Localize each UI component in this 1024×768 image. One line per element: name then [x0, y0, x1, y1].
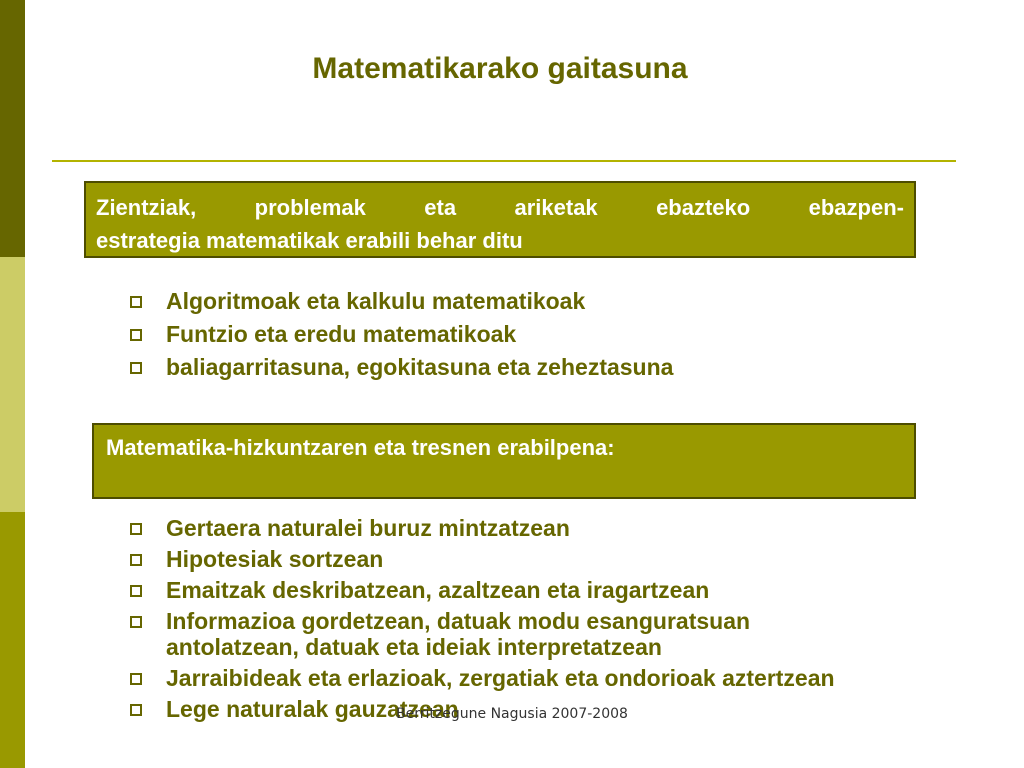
definition-word: ariketak	[514, 195, 598, 220]
definition-word: problemak	[254, 195, 366, 220]
definition-word: ebazpen-	[808, 195, 904, 220]
square-bullet-icon	[130, 554, 142, 566]
square-bullet-icon	[130, 673, 142, 685]
definition-line-2: estrategia matematikak erabili behar ditu	[96, 228, 523, 253]
footer-text: Berritzegune Nagusia 2007-2008	[396, 706, 628, 722]
slide-title	[0, 52, 1000, 86]
list-item-text: Algoritmoak eta kalkulu matematikoak	[166, 288, 586, 314]
list-item-text: Gertaera naturalei buruz mintzatzean	[166, 515, 570, 541]
skills-list	[128, 288, 673, 387]
square-bullet-icon	[130, 362, 142, 374]
language-box	[92, 423, 916, 499]
slide-title-text: Matematikarako gaitasuna	[312, 52, 688, 85]
list-item	[128, 288, 673, 314]
language-box-text: Matematika-hizkuntzaren eta tresnen erabilpena:	[106, 435, 615, 460]
list-item-text: Informazioa gordetzean, datuak modu esanguratsuan antolatzean, datuak eta ideiak interpretatzean	[166, 608, 751, 660]
list-item-text: Funtzio eta eredu matematikoak	[166, 321, 517, 347]
square-bullet-icon	[130, 296, 142, 308]
left-stripe-light	[0, 257, 25, 512]
list-item	[128, 577, 886, 603]
list-item-text: Lege naturalak gauzatzean	[166, 696, 459, 722]
left-stripe-olive	[0, 512, 25, 768]
title-divider	[52, 160, 956, 162]
list-item-text: Jarraibideak eta erlazioak, zergatiak eta ondorioak aztertzean	[166, 665, 835, 691]
definition-word: eta	[424, 195, 457, 220]
square-bullet-icon	[130, 616, 142, 628]
square-bullet-icon	[130, 329, 142, 341]
list-item	[128, 515, 886, 541]
left-stripe-dark	[0, 0, 25, 257]
square-bullet-icon	[130, 523, 142, 535]
list-item-text: Hipotesiak sortzean	[166, 546, 384, 572]
usage-list	[128, 515, 886, 727]
square-bullet-icon	[130, 585, 142, 597]
definition-box	[84, 181, 916, 258]
list-item	[128, 546, 886, 572]
list-item	[128, 354, 673, 380]
list-item	[128, 321, 673, 347]
list-item-text: baliagarritasuna, egokitasuna eta zeheztasuna	[166, 354, 674, 380]
list-item	[128, 665, 866, 691]
definition-word: ebazteko	[656, 195, 751, 220]
list-item	[128, 608, 886, 660]
list-item-text: Emaitzak deskribatzean, azaltzean eta iragartzean	[166, 577, 710, 603]
definition-line-1	[96, 191, 904, 224]
definition-word: Zientziak,	[96, 195, 197, 220]
